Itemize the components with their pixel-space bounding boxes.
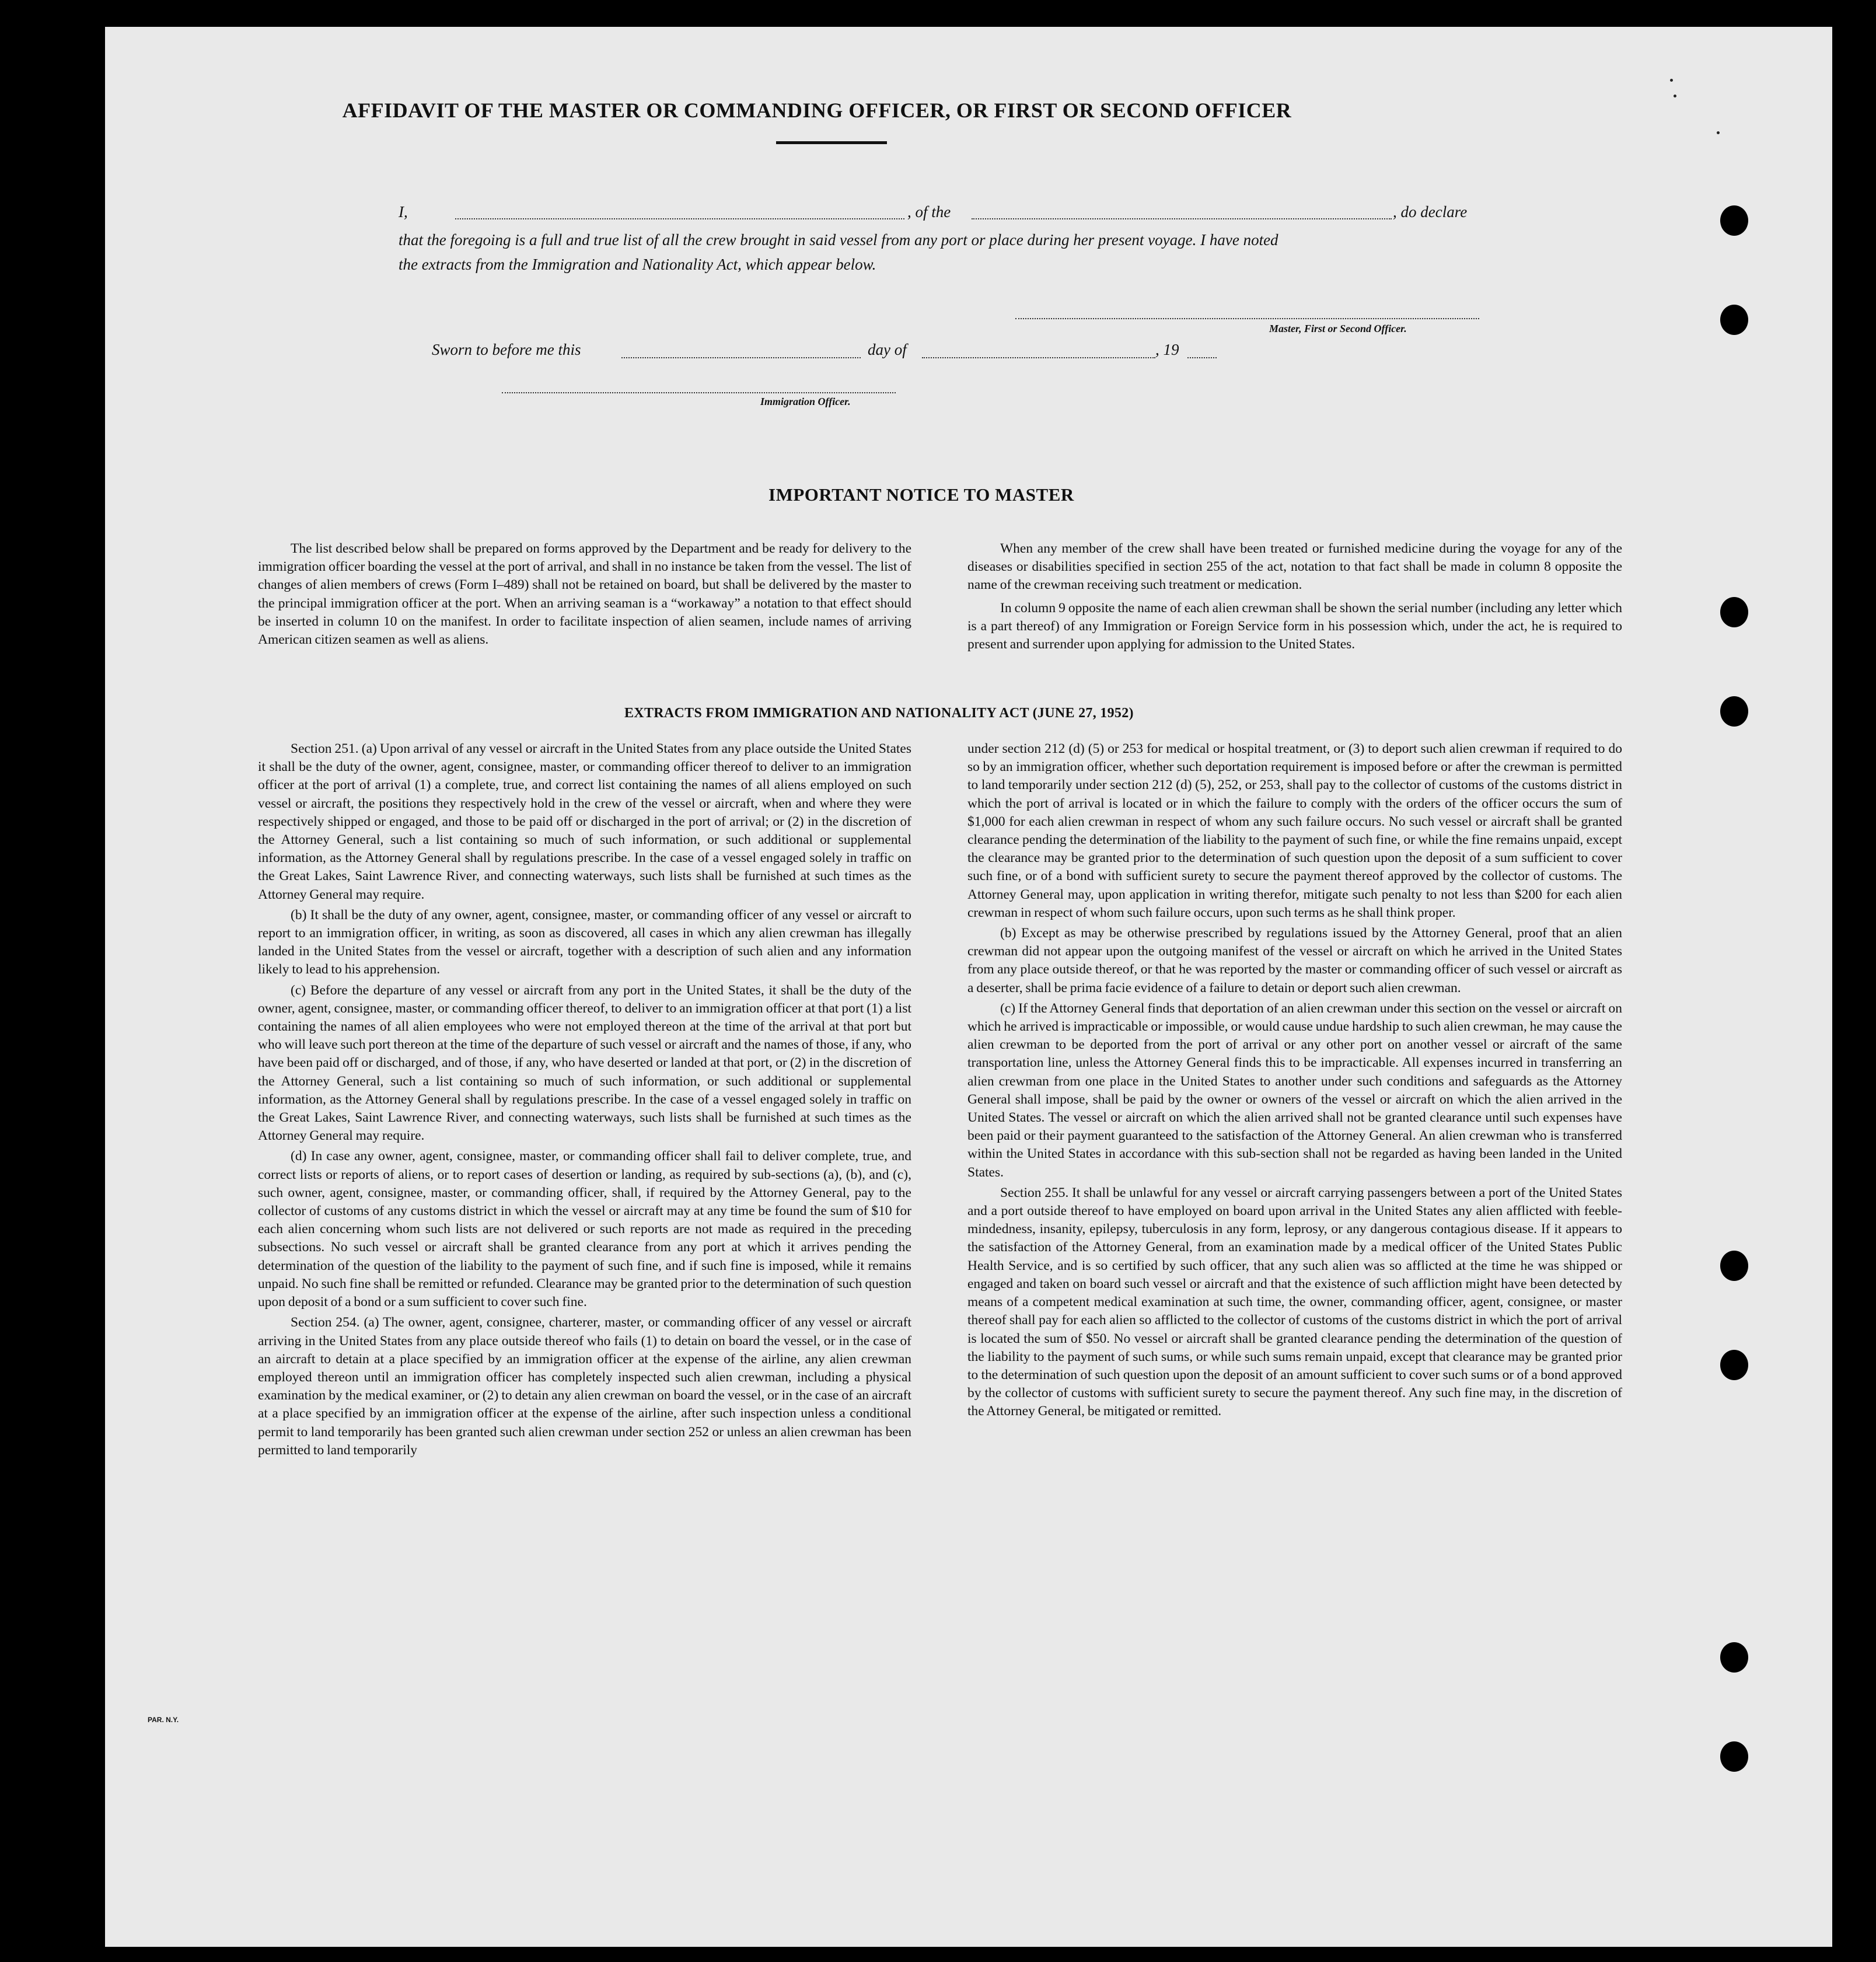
section-251-a: Section 251. (a) Upon arrival of any vessel or aircraft in the United States from any place outside the United States it shall be the duty of the owner, agent, consignee, master, or commanding officer thereof to deliver to an immigration officer at the port of arrival (1) a complete, true, and correct list containing the names of all aliens employed on such vessel or aircraft, the positions they respectively hold in the crew of the vessel or aircraft, when and where they were respectively shipped or engaged, and those to be paid off or discharged in the port of arrival; or (2) in the discretion of the Attorney General, such a list containing so much of such information, or such additional or supplemental information, as the Attorney General shall by regulations prescribe. In the case of a vessel engaged solely in traffic on the Great Lakes, Saint Lawrence River, and connecting waterways, such lists shall be furnished at such times as the Attorney General may require. xyxy=(258,741,911,902)
sworn-label: Sworn to before me this xyxy=(432,341,581,358)
extracts-left-column xyxy=(258,740,911,1462)
day-of-label: day of xyxy=(868,341,907,358)
notice-left-column xyxy=(258,540,911,651)
dust-speck xyxy=(1717,131,1720,134)
year-label: , 19 xyxy=(1155,341,1179,358)
section-254-a: Section 254. (a) The owner, agent, consignee, charterer, master, or commanding officer of any vessel or aircraft arriving in the United States from any place outside thereof who fails (1) to detain on board the vessel, or in the case of an aircraft to detain at a place specified by an immigration officer at the expense of the airline, any alien crewman employed thereon until an immigration officer has completely inspected such alien crewman, including a physical examination by the medical examiner, or (2) to detain any alien crewman on board the vessel, or in the case of an aircraft at a place specified by an immigration officer at the expense of the airline, after such inspection unless a conditional permit to land temporarily has been granted such alien crewman under section 252 or unless an alien crewman has been permitted to land temporarily xyxy=(258,1315,911,1458)
notice-left-paragraph: The list described below shall be prepared on forms approved by the Department and be ready for delivery to the immigration officer boarding the vessel at the port of arrival, and shall in no instance be taken from the vessel. The list of changes of alien members of crews (Form I–489) shall not be retained on board, but shall be delivered by the master to the principal immigration officer at the port. When an arriving seaman is a “workaway” a notation to that effect should be inserted in column 10 on the manifest. In order to facilitate inspection of alien seamen, include names of arriving American citizen seamen as well as aliens. xyxy=(258,541,911,648)
vessel-field[interactable] xyxy=(972,217,1392,219)
declaration-line-3: the extracts from the Immigration and Nationality Act, which appear below. xyxy=(399,256,876,273)
master-signature-line[interactable] xyxy=(1015,317,1479,319)
notice-right-column xyxy=(967,540,1622,656)
i-label: I, xyxy=(399,203,408,221)
dust-speck xyxy=(1670,79,1673,82)
affidavit-title: AFFIDAVIT OF THE MASTER OR COMMANDING OFFICER, OR FIRST OR SECOND OFFICER xyxy=(342,99,1292,122)
section-255: Section 255. It shall be unlawful for any vessel or aircraft carrying passengers between a port of the United States and a port outside thereof to have employed on board upon arrival in the United States any alien afflicted with feeble-mindedness, insanity, epilepsy, tuberculosis in any form, leprosy, or any dangerous contagious disease. If it appears to the satisfaction of the Attorney General, from an examination made by a medical officer of the United States Public Health Service, and is so certified by such officer, that any such alien was so afflicted at the time he was shipped or engaged and taken on board such vessel or aircraft and that the existence of such affliction might have been detected by means of a competent medical examination at such time, the owner, commanding officer, agent, consignee, or master thereof shall pay for each alien so afflicted to the collector of customs of the customs district in which the port of arrival is located the sum of $50. No vessel or aircraft shall be granted clearance pending the determination of the question of the liability to the payment of such sums, or while such sums remain unpaid, except that clearance may be granted prior to the determination of such question upon the deposit of an amount sufficient to cover such sums or of a bond approved by the collector of customs with sufficient surety to secure the payment thereof. Any such fine may, in the discretion of the Attorney General, be mitigated or remitted. xyxy=(967,1185,1622,1419)
master-signature-label: Master, First or Second Officer. xyxy=(1269,323,1407,334)
section-254-b: (b) Except as may be otherwise prescribed by regulations issued by the Attorney General, proof that an alien crewman did not appear upon the outgoing manifest of the vessel or aircraft on which he arrived in the United States from any place outside thereof, or that he was reported by the master or commanding officer of such vessel or aircraft as a deserter, shall be prima facie evidence of a failure to detain or deport such alien crewman. xyxy=(967,926,1622,996)
binder-hole xyxy=(1720,1251,1748,1281)
notice-right-paragraph-1: When any member of the crew shall have been treated or furnished medicine during the voyage for any of the diseases or disabilities specified in section 255 of the act, notation to that fact shall be made in column 8 opposite the name of the crewman receiving such treatment or medication. xyxy=(967,541,1622,593)
extracts-right-column xyxy=(967,740,1622,1423)
dust-speck xyxy=(1674,95,1676,97)
binder-hole xyxy=(1720,597,1748,627)
title-rule xyxy=(776,141,887,144)
section-251-c: (c) Before the departure of any vessel or aircraft from any port in the United States, it shall be the duty of the owner, agent, consignee, master, or commanding officer thereof, to deliver to an immigration officer at that port (1) a list containing the names of all alien employees who were not employed thereon at the time of the arrival at that port but who will leave such port thereon at the time of the departure of such vessel or aircraft and the names of those, if any, who have been paid off or discharged, and of those, if any, who have deserted or landed at that port, or (2) in the discretion of the Attorney General, such a list containing so much of such information, or such additional or supplemental information, as the Attorney General shall by regulations prescribe. In the case of a vessel engaged solely in traffic on the Great Lakes, Saint Lawrence River, and connecting waterways, such lists shall be furnished at such times as the Attorney General may require. xyxy=(258,982,911,1144)
binder-hole xyxy=(1720,1642,1748,1673)
binder-hole xyxy=(1720,305,1748,335)
section-251-b: (b) It shall be the duty of any owner, agent, consignee, master, or commanding officer of any vessel or aircraft to report to an immigration officer, in writing, as soon as discovered, all cases in which any alien crewman has illegally landed in the United States from the vessel or aircraft, together with a description of such alien and any information likely to lead to his apprehension. xyxy=(258,907,911,977)
notice-title: IMPORTANT NOTICE TO MASTER xyxy=(768,484,1074,505)
sworn-year-field[interactable] xyxy=(1187,356,1217,358)
of-the-label: , of the xyxy=(907,203,951,221)
immigration-officer-signature-line[interactable] xyxy=(502,391,896,393)
section-251-d: (d) In case any owner, agent, consignee, master, or commanding officer shall fail to deliver complete, true, and correct lists or reports of aliens, or to report cases of desertion or landing, as required by sub-sections (a), (b), and (c), such owner, agent, consignee, master, or commanding officer, shall, if required by the Attorney General, pay to the collector of customs of any customs district in which the vessel or aircraft may at any time be found the sum of $10 for each alien concerning whom such lists are not delivered or such reports are not made as required in the preceding subsections. No such vessel or aircraft shall be granted clearance from any port at which it arrives pending the determination of the question of the liability to the payment of such fine, and if such fine is imposed, while it remains unpaid. No such fine shall be remitted or refunded. Clearance may be granted prior to the determination of such question upon deposit of a bond or a sum sufficient to cover such fine. xyxy=(258,1148,911,1310)
declaration-line-2: that the foregoing is a full and true list of all the crew brought in said vessel from any port or place during her present voyage. I have noted xyxy=(399,231,1278,249)
immigration-officer-label: Immigration Officer. xyxy=(760,396,851,407)
sworn-month-field[interactable] xyxy=(922,356,1155,358)
binder-hole xyxy=(1720,205,1748,236)
section-254-a-continued: under section 212 (d) (5) or 253 for medical or hospital treatment, or (3) to deport such alien crewman if required to do so by an immigration officer, whether such deportation requirement is imposed before or after the crewman is permitted to land temporarily under section 212 (d) (5), 252, or 253, shall pay to the collector of customs of the customs district in which the port of arrival is located or in which the failure to comply with the orders of the officer occurs the sum of $1,000 for each alien crewman in respect of whom any such failure occurs. No such vessel or aircraft shall be granted clearance pending the determination of the liability to the payment of such fine, or while the fine remains unpaid, except the clearance may be granted prior to the determination of such question upon the deposit of a sum sufficient to cover such fine, or of a bond with sufficient surety to secure the payment thereof approved by the collector of customs. The Attorney General may, upon application in writing therefor, mitigate such penalty to not less than $200 for each alien crewman in respect of whom such failure occurs, upon such terms as he shall think proper. xyxy=(967,741,1622,920)
printer-mark: PAR. N.Y. xyxy=(148,1716,179,1724)
notice-right-paragraph-2: In column 9 opposite the name of each alien crewman shall be shown the serial number (including any letter which is a part thereof) of any Immigration or Foreign Service form in his possession which, under the act, he is required to present and surrender upon applying for admission to the United States. xyxy=(967,600,1622,652)
sworn-day-field[interactable] xyxy=(621,356,861,358)
extracts-title: EXTRACTS FROM IMMIGRATION AND NATIONALITY ACT (JUNE 27, 1952) xyxy=(624,706,1134,721)
do-declare-label: , do declare xyxy=(1393,203,1468,221)
binder-hole xyxy=(1720,1350,1748,1380)
binder-hole xyxy=(1720,696,1748,727)
section-254-c: (c) If the Attorney General finds that deportation of an alien crewman under this section on the vessel or aircraft on which he arrived is impracticable or impossible, or would cause undue hardship to such alien crewman, he may cause the alien crewman to be deported from the port of arrival or any other port on another vessel or aircraft of the same transportation line, unless the Attorney General finds this to be impracticable. All expenses incurred in transferring an alien crewman from one place in the United States to another under such conditions and safeguards as the Attorney General shall impose, shall be paid by the owner or owners of the vessel or aircraft on which the alien arrived in the United States. The vessel or aircraft on which the alien arrived shall not be granted clearance until such expenses have been paid or their payment guaranteed to the satisfaction of the Attorney General. An alien crewman who is transferred within the United States in accordance with this sub-section shall not be regarded as having been landed in the United States. xyxy=(967,1000,1622,1180)
name-field[interactable] xyxy=(455,217,904,219)
binder-hole xyxy=(1720,1741,1748,1772)
